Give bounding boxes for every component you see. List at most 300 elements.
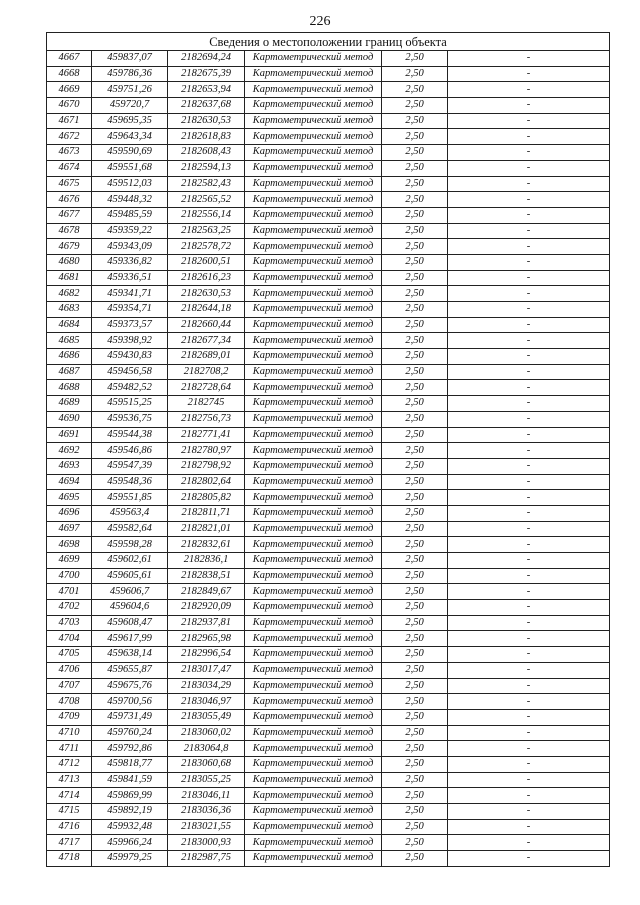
point-number-cell: 4680 [47, 254, 92, 270]
y-coordinate-cell: 2182920,09 [168, 600, 245, 616]
note-cell: - [448, 176, 610, 192]
note-cell: - [448, 537, 610, 553]
accuracy-cell: 2,50 [382, 600, 448, 616]
accuracy-cell: 2,50 [382, 490, 448, 506]
method-cell: Картометрический метод [245, 223, 382, 239]
point-number-cell: 4704 [47, 631, 92, 647]
y-coordinate-cell: 2182630,53 [168, 113, 245, 129]
x-coordinate-cell: 459482,52 [92, 380, 168, 396]
y-coordinate-cell: 2182849,67 [168, 584, 245, 600]
point-number-cell: 4681 [47, 270, 92, 286]
accuracy-cell: 2,50 [382, 505, 448, 521]
y-coordinate-cell: 2182600,51 [168, 254, 245, 270]
accuracy-cell: 2,50 [382, 349, 448, 365]
accuracy-cell: 2,50 [382, 788, 448, 804]
table-row [47, 192, 610, 208]
accuracy-cell: 2,50 [382, 411, 448, 427]
method-cell: Картометрический метод [245, 615, 382, 631]
accuracy-cell: 2,50 [382, 270, 448, 286]
accuracy-cell: 2,50 [382, 647, 448, 663]
y-coordinate-cell: 2182563,25 [168, 223, 245, 239]
table-row [47, 427, 610, 443]
table-row [47, 678, 610, 694]
x-coordinate-cell: 459695,35 [92, 113, 168, 129]
table-row [47, 396, 610, 412]
note-cell: - [448, 568, 610, 584]
table-row [47, 725, 610, 741]
y-coordinate-cell: 2182653,94 [168, 82, 245, 98]
accuracy-cell: 2,50 [382, 176, 448, 192]
note-cell: - [448, 772, 610, 788]
accuracy-cell: 2,50 [382, 427, 448, 443]
accuracy-cell: 2,50 [382, 772, 448, 788]
x-coordinate-cell: 459608,47 [92, 615, 168, 631]
note-cell: - [448, 349, 610, 365]
table-row [47, 741, 610, 757]
point-number-cell: 4697 [47, 521, 92, 537]
x-coordinate-cell: 459551,85 [92, 490, 168, 506]
table-row [47, 458, 610, 474]
point-number-cell: 4717 [47, 835, 92, 851]
table-row [47, 223, 610, 239]
accuracy-cell: 2,50 [382, 98, 448, 114]
y-coordinate-cell: 2182694,24 [168, 51, 245, 67]
accuracy-cell: 2,50 [382, 631, 448, 647]
table-row [47, 537, 610, 553]
table-row [47, 553, 610, 569]
accuracy-cell: 2,50 [382, 835, 448, 851]
y-coordinate-cell: 2182996,54 [168, 647, 245, 663]
table-row [47, 176, 610, 192]
method-cell: Картометрический метод [245, 82, 382, 98]
note-cell: - [448, 647, 610, 663]
note-cell: - [448, 709, 610, 725]
table-row [47, 851, 610, 867]
x-coordinate-cell: 459546,86 [92, 443, 168, 459]
accuracy-cell: 2,50 [382, 396, 448, 412]
table-row [47, 819, 610, 835]
method-cell: Картометрический метод [245, 851, 382, 867]
table-row [47, 239, 610, 255]
note-cell: - [448, 396, 610, 412]
x-coordinate-cell: 459760,24 [92, 725, 168, 741]
method-cell: Картометрический метод [245, 51, 382, 67]
note-cell: - [448, 98, 610, 114]
y-coordinate-cell: 2182675,39 [168, 66, 245, 82]
point-number-cell: 4715 [47, 804, 92, 820]
point-number-cell: 4687 [47, 364, 92, 380]
method-cell: Картометрический метод [245, 553, 382, 569]
y-coordinate-cell: 2183036,36 [168, 804, 245, 820]
table-row [47, 254, 610, 270]
table-row [47, 568, 610, 584]
x-coordinate-cell: 459675,76 [92, 678, 168, 694]
note-cell: - [448, 662, 610, 678]
note-cell: - [448, 333, 610, 349]
x-coordinate-cell: 459456,58 [92, 364, 168, 380]
note-cell: - [448, 631, 610, 647]
point-number-cell: 4686 [47, 349, 92, 365]
point-number-cell: 4671 [47, 113, 92, 129]
method-cell: Картометрический метод [245, 631, 382, 647]
note-cell: - [448, 286, 610, 302]
point-number-cell: 4673 [47, 145, 92, 161]
y-coordinate-cell: 2183046,97 [168, 694, 245, 710]
accuracy-cell: 2,50 [382, 113, 448, 129]
point-number-cell: 4701 [47, 584, 92, 600]
note-cell: - [448, 270, 610, 286]
y-coordinate-cell: 2182728,64 [168, 380, 245, 396]
method-cell: Картометрический метод [245, 678, 382, 694]
point-number-cell: 4718 [47, 851, 92, 867]
note-cell: - [448, 788, 610, 804]
x-coordinate-cell: 459547,39 [92, 458, 168, 474]
x-coordinate-cell: 459604,6 [92, 600, 168, 616]
page-number: 226 [309, 14, 331, 29]
note-cell: - [448, 851, 610, 867]
method-cell: Картометрический метод [245, 756, 382, 772]
note-cell: - [448, 443, 610, 459]
x-coordinate-cell: 459598,28 [92, 537, 168, 553]
note-cell: - [448, 458, 610, 474]
point-number-cell: 4712 [47, 756, 92, 772]
accuracy-cell: 2,50 [382, 804, 448, 820]
y-coordinate-cell: 2182821,01 [168, 521, 245, 537]
note-cell: - [448, 145, 610, 161]
method-cell: Картометрический метод [245, 364, 382, 380]
point-number-cell: 4694 [47, 474, 92, 490]
note-cell: - [448, 615, 610, 631]
table-row [47, 411, 610, 427]
method-cell: Картометрический метод [245, 160, 382, 176]
method-cell: Картометрический метод [245, 835, 382, 851]
x-coordinate-cell: 459643,34 [92, 129, 168, 145]
point-number-cell: 4669 [47, 82, 92, 98]
method-cell: Картометрический метод [245, 709, 382, 725]
y-coordinate-cell: 2182616,23 [168, 270, 245, 286]
x-coordinate-cell: 459818,77 [92, 756, 168, 772]
accuracy-cell: 2,50 [382, 741, 448, 757]
method-cell: Картометрический метод [245, 349, 382, 365]
x-coordinate-cell: 459536,75 [92, 411, 168, 427]
method-cell: Картометрический метод [245, 380, 382, 396]
table-row [47, 615, 610, 631]
y-coordinate-cell: 2182771,41 [168, 427, 245, 443]
table-row [47, 505, 610, 521]
accuracy-cell: 2,50 [382, 254, 448, 270]
point-number-cell: 4692 [47, 443, 92, 459]
table-row [47, 631, 610, 647]
x-coordinate-cell: 459602,61 [92, 553, 168, 569]
method-cell: Картометрический метод [245, 741, 382, 757]
method-cell: Картометрический метод [245, 647, 382, 663]
accuracy-cell: 2,50 [382, 756, 448, 772]
method-cell: Картометрический метод [245, 694, 382, 710]
note-cell: - [448, 317, 610, 333]
y-coordinate-cell: 2182708,2 [168, 364, 245, 380]
method-cell: Картометрический метод [245, 145, 382, 161]
accuracy-cell: 2,50 [382, 568, 448, 584]
x-coordinate-cell: 459841,59 [92, 772, 168, 788]
x-coordinate-cell: 459655,87 [92, 662, 168, 678]
point-number-cell: 4713 [47, 772, 92, 788]
method-cell: Картометрический метод [245, 113, 382, 129]
x-coordinate-cell: 459398,92 [92, 333, 168, 349]
x-coordinate-cell: 459341,71 [92, 286, 168, 302]
x-coordinate-cell: 459720,7 [92, 98, 168, 114]
x-coordinate-cell: 459731,49 [92, 709, 168, 725]
y-coordinate-cell: 2182745 [168, 396, 245, 412]
table-row [47, 349, 610, 365]
method-cell: Картометрический метод [245, 239, 382, 255]
table-row [47, 66, 610, 82]
accuracy-cell: 2,50 [382, 678, 448, 694]
x-coordinate-cell: 459617,99 [92, 631, 168, 647]
method-cell: Картометрический метод [245, 505, 382, 521]
note-cell: - [448, 427, 610, 443]
accuracy-cell: 2,50 [382, 51, 448, 67]
point-number-cell: 4689 [47, 396, 92, 412]
table-row [47, 756, 610, 772]
accuracy-cell: 2,50 [382, 443, 448, 459]
x-coordinate-cell: 459336,51 [92, 270, 168, 286]
x-coordinate-cell: 459605,61 [92, 568, 168, 584]
x-coordinate-cell: 459979,25 [92, 851, 168, 867]
note-cell: - [448, 66, 610, 82]
note-cell: - [448, 521, 610, 537]
point-number-cell: 4703 [47, 615, 92, 631]
y-coordinate-cell: 2182618,83 [168, 129, 245, 145]
method-cell: Картометрический метод [245, 725, 382, 741]
x-coordinate-cell: 459430,83 [92, 349, 168, 365]
table-title-row [47, 33, 610, 51]
point-number-cell: 4678 [47, 223, 92, 239]
method-cell: Картометрический метод [245, 490, 382, 506]
accuracy-cell: 2,50 [382, 207, 448, 223]
point-number-cell: 4714 [47, 788, 92, 804]
x-coordinate-cell: 459485,59 [92, 207, 168, 223]
y-coordinate-cell: 2182811,71 [168, 505, 245, 521]
accuracy-cell: 2,50 [382, 521, 448, 537]
y-coordinate-cell: 2183064,8 [168, 741, 245, 757]
accuracy-cell: 2,50 [382, 364, 448, 380]
table-row [47, 51, 610, 67]
note-cell: - [448, 725, 610, 741]
point-number-cell: 4675 [47, 176, 92, 192]
table-row [47, 804, 610, 820]
accuracy-cell: 2,50 [382, 615, 448, 631]
point-number-cell: 4677 [47, 207, 92, 223]
x-coordinate-cell: 459892,19 [92, 804, 168, 820]
point-number-cell: 4710 [47, 725, 92, 741]
method-cell: Картометрический метод [245, 270, 382, 286]
x-coordinate-cell: 459336,82 [92, 254, 168, 270]
x-coordinate-cell: 459606,7 [92, 584, 168, 600]
y-coordinate-cell: 2182832,61 [168, 537, 245, 553]
note-cell: - [448, 600, 610, 616]
y-coordinate-cell: 2183000,93 [168, 835, 245, 851]
accuracy-cell: 2,50 [382, 725, 448, 741]
note-cell: - [448, 364, 610, 380]
point-number-cell: 4670 [47, 98, 92, 114]
point-number-cell: 4672 [47, 129, 92, 145]
accuracy-cell: 2,50 [382, 474, 448, 490]
y-coordinate-cell: 2183034,29 [168, 678, 245, 694]
y-coordinate-cell: 2182805,82 [168, 490, 245, 506]
note-cell: - [448, 113, 610, 129]
accuracy-cell: 2,50 [382, 145, 448, 161]
method-cell: Картометрический метод [245, 443, 382, 459]
method-cell: Картометрический метод [245, 584, 382, 600]
accuracy-cell: 2,50 [382, 192, 448, 208]
x-coordinate-cell: 459373,57 [92, 317, 168, 333]
y-coordinate-cell: 2182802,64 [168, 474, 245, 490]
table-row [47, 584, 610, 600]
point-number-cell: 4683 [47, 302, 92, 318]
table-row [47, 380, 610, 396]
method-cell: Картометрический метод [245, 819, 382, 835]
y-coordinate-cell: 2182637,68 [168, 98, 245, 114]
point-number-cell: 4716 [47, 819, 92, 835]
table-row [47, 82, 610, 98]
note-cell: - [448, 380, 610, 396]
accuracy-cell: 2,50 [382, 819, 448, 835]
accuracy-cell: 2,50 [382, 286, 448, 302]
x-coordinate-cell: 459448,32 [92, 192, 168, 208]
point-number-cell: 4685 [47, 333, 92, 349]
point-number-cell: 4700 [47, 568, 92, 584]
y-coordinate-cell: 2182608,43 [168, 145, 245, 161]
y-coordinate-cell: 2182836,1 [168, 553, 245, 569]
x-coordinate-cell: 459343,09 [92, 239, 168, 255]
point-number-cell: 4668 [47, 66, 92, 82]
table-row [47, 302, 610, 318]
method-cell: Картометрический метод [245, 427, 382, 443]
note-cell: - [448, 694, 610, 710]
table-row [47, 521, 610, 537]
y-coordinate-cell: 2182965,98 [168, 631, 245, 647]
point-number-cell: 4711 [47, 741, 92, 757]
point-number-cell: 4708 [47, 694, 92, 710]
x-coordinate-cell: 459700,56 [92, 694, 168, 710]
accuracy-cell: 2,50 [382, 537, 448, 553]
accuracy-cell: 2,50 [382, 709, 448, 725]
accuracy-cell: 2,50 [382, 82, 448, 98]
y-coordinate-cell: 2182798,92 [168, 458, 245, 474]
y-coordinate-cell: 2183055,49 [168, 709, 245, 725]
point-number-cell: 4698 [47, 537, 92, 553]
x-coordinate-cell: 459638,14 [92, 647, 168, 663]
note-cell: - [448, 819, 610, 835]
method-cell: Картометрический метод [245, 772, 382, 788]
table-row [47, 694, 610, 710]
x-coordinate-cell: 459590,69 [92, 145, 168, 161]
table-row [47, 490, 610, 506]
y-coordinate-cell: 2182594,13 [168, 160, 245, 176]
method-cell: Картометрический метод [245, 396, 382, 412]
point-number-cell: 4699 [47, 553, 92, 569]
y-coordinate-cell: 2182838,51 [168, 568, 245, 584]
table-row [47, 207, 610, 223]
note-cell: - [448, 411, 610, 427]
x-coordinate-cell: 459786,36 [92, 66, 168, 82]
y-coordinate-cell: 2182578,72 [168, 239, 245, 255]
x-coordinate-cell: 459966,24 [92, 835, 168, 851]
note-cell: - [448, 474, 610, 490]
y-coordinate-cell: 2182644,18 [168, 302, 245, 318]
y-coordinate-cell: 2182689,01 [168, 349, 245, 365]
point-number-cell: 4693 [47, 458, 92, 474]
accuracy-cell: 2,50 [382, 458, 448, 474]
y-coordinate-cell: 2183055,25 [168, 772, 245, 788]
x-coordinate-cell: 459837,07 [92, 51, 168, 67]
y-coordinate-cell: 2182987,75 [168, 851, 245, 867]
y-coordinate-cell: 2182565,52 [168, 192, 245, 208]
accuracy-cell: 2,50 [382, 223, 448, 239]
table-body [47, 51, 610, 867]
note-cell: - [448, 207, 610, 223]
accuracy-cell: 2,50 [382, 239, 448, 255]
y-coordinate-cell: 2182780,97 [168, 443, 245, 459]
y-coordinate-cell: 2183060,68 [168, 756, 245, 772]
x-coordinate-cell: 459354,71 [92, 302, 168, 318]
note-cell: - [448, 584, 610, 600]
point-number-cell: 4709 [47, 709, 92, 725]
point-number-cell: 4667 [47, 51, 92, 67]
note-cell: - [448, 756, 610, 772]
note-cell: - [448, 804, 610, 820]
point-number-cell: 4682 [47, 286, 92, 302]
table-row [47, 333, 610, 349]
note-cell: - [448, 223, 610, 239]
accuracy-cell: 2,50 [382, 584, 448, 600]
point-number-cell: 4702 [47, 600, 92, 616]
accuracy-cell: 2,50 [382, 66, 448, 82]
accuracy-cell: 2,50 [382, 553, 448, 569]
accuracy-cell: 2,50 [382, 317, 448, 333]
table-row [47, 662, 610, 678]
table-row [47, 600, 610, 616]
point-number-cell: 4684 [47, 317, 92, 333]
method-cell: Картометрический метод [245, 537, 382, 553]
method-cell: Картометрический метод [245, 333, 382, 349]
accuracy-cell: 2,50 [382, 851, 448, 867]
table-row [47, 317, 610, 333]
method-cell: Картометрический метод [245, 804, 382, 820]
x-coordinate-cell: 459515,25 [92, 396, 168, 412]
x-coordinate-cell: 459932,48 [92, 819, 168, 835]
x-coordinate-cell: 459544,38 [92, 427, 168, 443]
y-coordinate-cell: 2182677,34 [168, 333, 245, 349]
note-cell: - [448, 239, 610, 255]
method-cell: Картометрический метод [245, 192, 382, 208]
note-cell: - [448, 835, 610, 851]
table-row [47, 772, 610, 788]
point-number-cell: 4679 [47, 239, 92, 255]
method-cell: Картометрический метод [245, 286, 382, 302]
note-cell: - [448, 505, 610, 521]
table-row [47, 474, 610, 490]
table-title: Сведения о местоположении границ объекта [47, 33, 610, 51]
method-cell: Картометрический метод [245, 176, 382, 192]
point-number-cell: 4688 [47, 380, 92, 396]
x-coordinate-cell: 459751,26 [92, 82, 168, 98]
y-coordinate-cell: 2182937,81 [168, 615, 245, 631]
x-coordinate-cell: 459512,03 [92, 176, 168, 192]
method-cell: Картометрический метод [245, 129, 382, 145]
accuracy-cell: 2,50 [382, 333, 448, 349]
method-cell: Картометрический метод [245, 458, 382, 474]
